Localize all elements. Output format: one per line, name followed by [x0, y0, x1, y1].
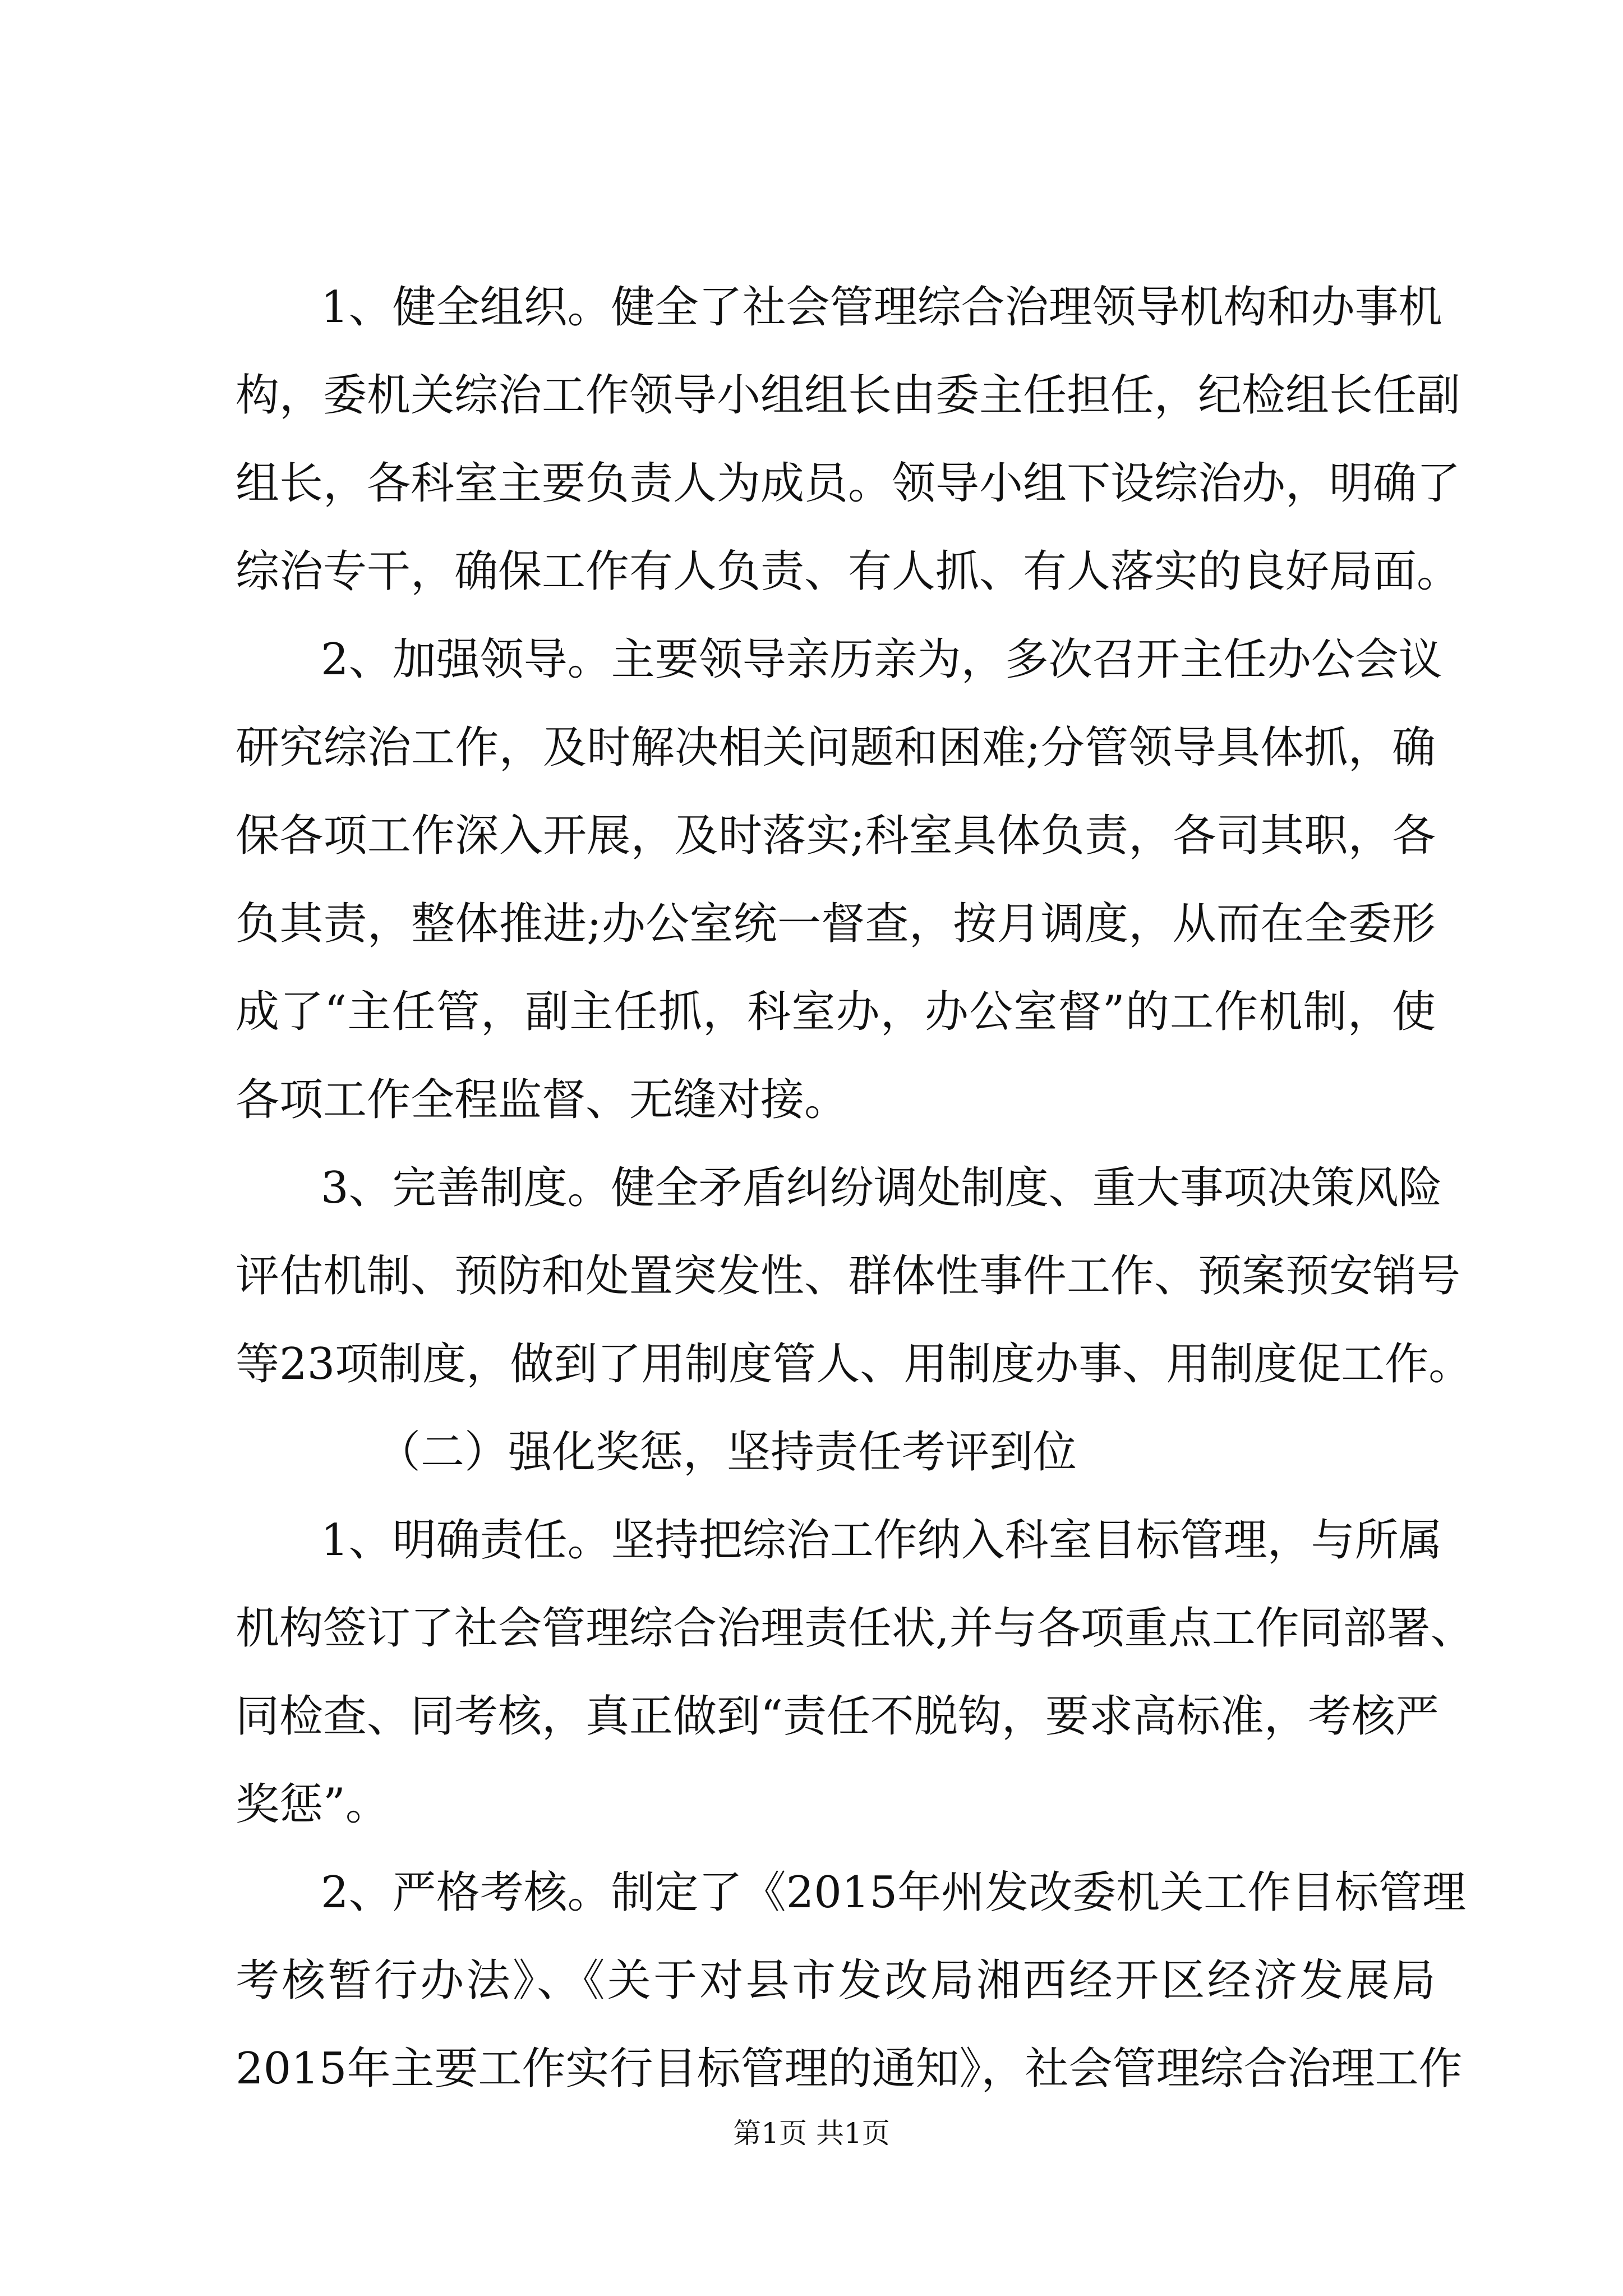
text-line-19: 2、严格考核。制定了《2015年州发改委机关工作目标管理	[321, 1867, 1467, 1918]
text-line-11: 3、完善制度。健全矛盾纠纷调处制度、重大事项决策风险	[321, 1163, 1442, 1213]
document-body	[236, 264, 1474, 2113]
text-line-2: 构，委机关综治工作领导小组组长由委主任担任，纪检组长任副	[236, 370, 1461, 421]
text-line-10: 各项工作全程监督、无缝对接。	[236, 1075, 849, 1125]
text-line-8: 负其责，整体推进;办公室统一督查，按月调度，从而在全委形	[236, 899, 1436, 949]
text-line-1: 1、健全组织。健全了社会管理综合治理领导机构和办事机	[321, 282, 1442, 333]
text-line-13: 等23项制度，做到了用制度管人、用制度办事、用制度促工作。	[236, 1339, 1473, 1389]
page-footer: 第1页 共1页	[733, 2117, 890, 2150]
text-line-3: 组长，各科室主要负责人为成员。领导小组下设综治办，明确了	[236, 458, 1461, 509]
text-line-15: 1、明确责任。坚持把综治工作纳入科室目标管理，与所属	[321, 1515, 1442, 1566]
text-line-21: 2015年主要工作实行目标管理的通知》，社会管理综合治理工作	[236, 2044, 1463, 2094]
text-line-6: 研究综治工作，及时解决相关问题和困难;分管领导具体抓，确	[236, 723, 1436, 773]
text-line-12: 评估机制、预防和处置突发性、群体性事件工作、预案预安销号	[236, 1251, 1461, 1301]
text-line-17: 同检查、同考核，真正做到“责任不脱钩，要求高标准，考核严	[236, 1691, 1439, 1742]
text-line-5: 2、加强领导。主要领导亲历亲为，多次召开主任办公会议	[321, 634, 1442, 685]
text-line-20: 考核暂行办法》、《关于对县市发改局湘西经开区经济发展局	[236, 1955, 1436, 2006]
text-line-4: 综治专干，确保工作有人负责、有人抓、有人落实的良好局面。	[236, 546, 1461, 597]
text-line-9: 成了“主任管，副主任抓，科室办，办公室督”的工作机制，使	[236, 987, 1436, 1037]
text-line-16: 机构签订了社会管理综合治理责任状,并与各项重点工作同部署、	[236, 1603, 1474, 1654]
text-line-18: 奖惩”。	[236, 1779, 389, 1830]
section-heading: （二）强化奖惩，坚持责任考评到位	[377, 1427, 1077, 1478]
text-line-7: 保各项工作深入开展，及时落实;科室具体负责，各司其职，各	[236, 811, 1436, 861]
